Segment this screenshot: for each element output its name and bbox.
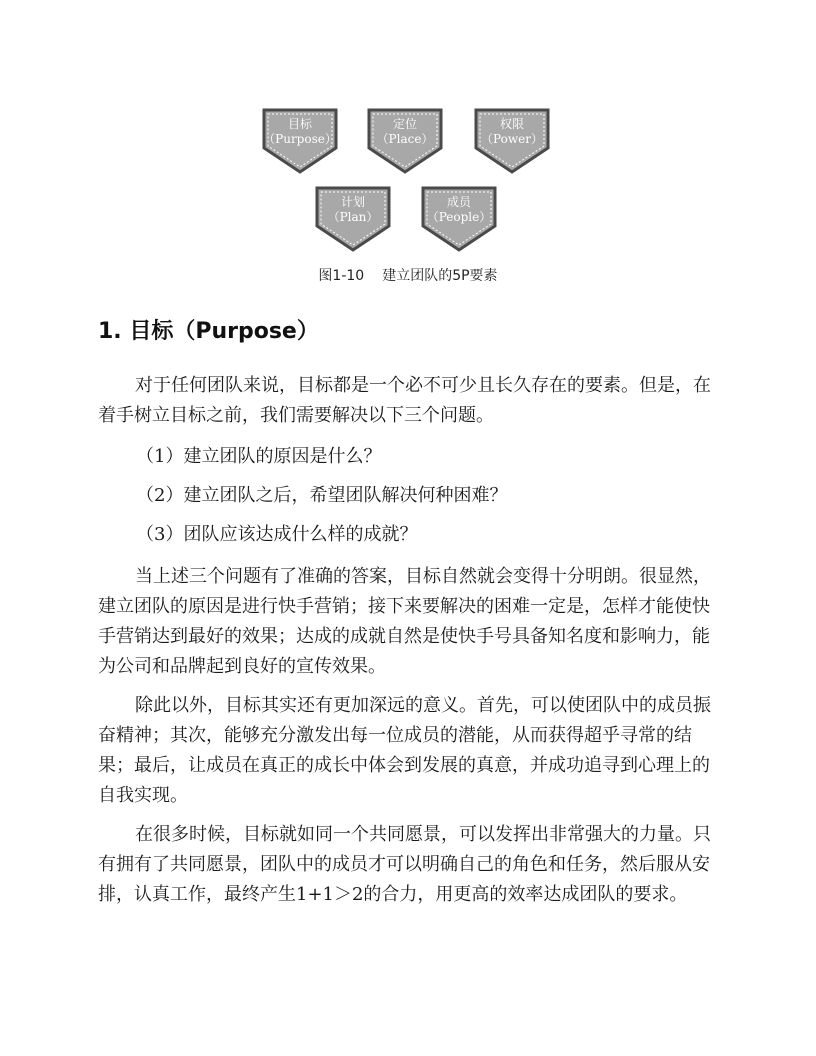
- caption-text: 建立团队的5P要素: [382, 268, 498, 284]
- paragraph-intro: 对于任何团队来说，目标都是一个必不可少且长久存在的要素。但是，在着手树立目标之前，我们需要解决以下三个问题。: [98, 375, 711, 426]
- question-2: （2）建立团队之后，希望团队解决何种困难？: [136, 485, 508, 506]
- chevron-subtitle: （Power）: [481, 132, 543, 146]
- chevron-power: [474, 108, 550, 174]
- chevron-subtitle: （Place）: [376, 132, 434, 146]
- section-heading: 1. 目标（Purpose）: [98, 319, 319, 344]
- chevron-title: 定位: [392, 117, 417, 131]
- chevron-subtitle: （Plan）: [327, 210, 379, 224]
- chevron-purpose: [262, 108, 338, 174]
- chevron-subtitle: （People）: [426, 210, 492, 224]
- chevron-place: [367, 108, 443, 174]
- chevron-title: 权限: [499, 117, 524, 131]
- paragraph-shared-vision: 在很多时候，目标就如同一个共同愿景，可以发挥出非常强大的力量。只有拥有了共同愿景，团队中的成员才可以明确自己的角色和任务，然后服从安排，认真工作，最终产生1+1＞2的合力，用更高的效率达成团队的要求。: [98, 824, 711, 905]
- question-3: （3）团队应该达成什么样的成就？: [136, 524, 418, 545]
- chevron-title: 计划: [340, 195, 365, 209]
- question-1: （1）建立团队的原因是什么？: [136, 446, 382, 467]
- chevron-title: 成员: [446, 195, 471, 209]
- chevron-subtitle: （Purpose）: [263, 132, 337, 146]
- chevron-plan: [315, 186, 391, 252]
- chevron-people: [421, 186, 497, 252]
- paragraph-significance: 除此以外，目标其实还有更加深远的意义。首先，可以使团队中的成员振奋精神；其次，能够充分激发出每一位成员的潜能，从而获得超乎寻常的结果；最后，让成员在真正的成长中体会到发展的真意，并成功追寻到心理上的自我实现。: [98, 695, 711, 806]
- paragraph-answers: 当上述三个问题有了准确的答案，目标自然就会变得十分明朗。很显然，建立团队的原因是进行快手营销；接下来要解决的困难一定是，怎样才能使快手营销达到最好的效果；达成的成就自然是使快手号具备知名度和影响力，能为公司和品牌起到良好的宣传效果。: [98, 566, 711, 677]
- figure-caption: [0, 265, 816, 285]
- five-p-diagram: [0, 0, 816, 300]
- caption-number: 图1-10: [318, 268, 365, 284]
- chevron-title: 目标: [287, 117, 312, 131]
